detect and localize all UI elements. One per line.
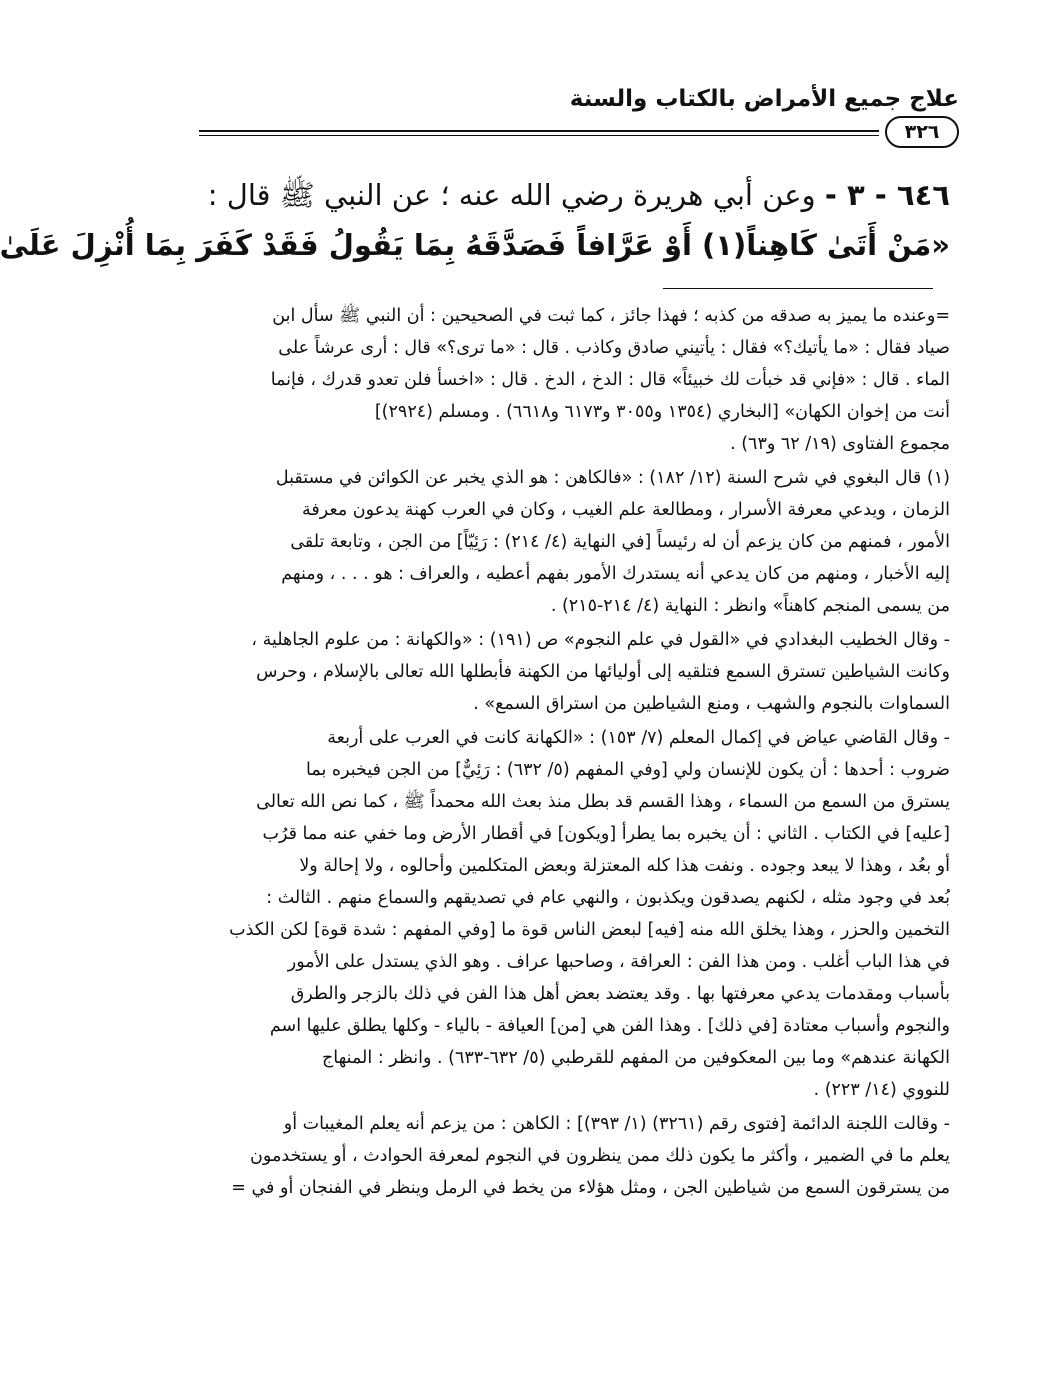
footnote-separator xyxy=(663,288,933,289)
hadith-number: ٦٤٦ - ٣ - xyxy=(824,178,950,212)
footnotes xyxy=(185,300,950,1206)
footnote-line: صياد فقال : «ما يأتيك؟» فقال : يأتيني صادق وكاذب . قال : «ما ترى؟» قال : أرى عرشاً على xyxy=(278,338,950,358)
footnote-line: بُعد في وجود مثله ، لكنهم يصدقون ويكذبون ، والنهي عام في تصديقهم والسماع منهم . الثالث : xyxy=(266,888,950,908)
running-title: علاج جميع الأمراض بالكتاب والسنة xyxy=(569,86,959,112)
page-number: ٣٢٦ xyxy=(885,116,959,148)
footnote-line: - وقالت اللجنة الدائمة [فتوى رقم (٣٢٦١) (١/ ٣٩٣)] : الكاهن : من يزعم أنه يعلم المغيبات أو xyxy=(283,1114,950,1134)
footnote-line: من يسترقون السمع من شياطين الجن ، ومثل هؤلاء من يخط في الرمل وينظر في الفنجان أو في = xyxy=(231,1178,950,1198)
footnote-line: إليه الأخبار ، ومنهم من كان يدعي أنه يستدرك الأمور بفهم أعطيه ، والعراف : هو . . . ، ومنهم xyxy=(281,564,950,584)
footnote-line: في هذا الباب أغلب . ومن هذا الفن : العرافة ، وصاحبها عراف . وهو الذي يستدل على الأمور xyxy=(287,952,950,972)
header-rule xyxy=(199,130,879,136)
footnote-line: السماوات بالنجوم والشهب ، ومنع الشياطين من استراق السمع» . xyxy=(473,694,950,714)
footnote-line: وكانت الشياطين تسترق السمع فتلقيه إلى أوليائها من الكهنة فأبطلها الله تعالى بالإسلام ، وحرس xyxy=(256,662,950,682)
footnote-line: بأسباب ومقدمات يدعي معرفتها بها . وقد يعتضد بعض أهل هذا الفن في ذلك بالزجر والطرق xyxy=(290,984,950,1004)
footnote-1 xyxy=(185,462,950,622)
footnote-continuation xyxy=(185,300,950,460)
footnote-line: =وعنده ما يميز به صدقه من كذبه ؛ فهذا جائز ، كما ثبت في الصحيحين : أن النبي ﷺ سأل ابن xyxy=(272,306,950,326)
footnote-line: [عليه] في الكتاب . الثاني : أن يخبره بما يطرأ [ويكون] في أقطار الأرض وما خفي عنه مما قرُب xyxy=(262,824,950,844)
footnote-line: الزمان ، ويدعي معرفة الأسرار ، ومطالعة علم الغيب ، وكان في العرب كهنة يدعون معرفة xyxy=(301,500,950,520)
footnote-line: التخمين والحزر ، وهذا يخلق الله منه [فيه] لبعض الناس قوة ما [وفي المفهم : شدة قوة] لكن الكذب xyxy=(229,920,950,940)
footnote-line: الأمور ، فمنهم من كان يزعم أن له رئيساً [في النهاية (٤/ ٢١٤) : رَئِيّاً] من الجن ، وتابعة تلقى xyxy=(290,532,950,552)
footnote-line: أو بعُد ، وهذا لا يبعد وجوده . ونفت هذا كله المعتزلة وبعض المتكلمين وأحالوه ، ولا إحالة ولا xyxy=(299,856,950,876)
footnote-line: يعلم ما في الضمير ، وأكثر ما يكون ذلك ممن ينظرون في النجوم لمعرفة الحوادث ، أو يستخدمون xyxy=(250,1146,950,1166)
footnote-line: مجموع الفتاوى (١٩/ ٦٢ و٦٣) . xyxy=(730,434,950,454)
hadith-intro: وعن أبي هريرة رضي الله عنه ؛ عن النبي ﷺ قال : xyxy=(207,178,816,212)
footnote-line: أنت من إخوان الكهان» [البخاري (١٣٥٤ و٣٠٥٥ و٦١٧٣ و٦٦١٨) . ومسلم (٢٩٢٤)] xyxy=(374,402,950,422)
footnote-line: الماء . قال : «فإني قد خبأت لك خبيئاً» قال : الدخ ، الدخ . قال : «اخسأ فلن تعدو قدرك ، فإنما xyxy=(270,370,950,390)
hadith-line-2: «مَنْ أَتَىٰ كَاهِناً(١) أَوْ عَرَّافاً فَصَدَّقَهُ بِمَا يَقُولُ فَقَدْ كَفَرَ بِمَا أُنْزِلَ عَلَىٰ xyxy=(0,228,950,262)
footnote-line: يسترق من السمع من السماء ، وهذا القسم قد بطل منذ بعث الله محمداً ﷺ ، كما نص الله تعالى xyxy=(256,792,950,812)
footnote-line: (١) قال البغوي في شرح السنة (١٢/ ١٨٢) : «فالكاهن : هو الذي يخبر عن الكوائن في مستقبل xyxy=(275,468,950,488)
footnote-line: من يسمى المنجم كاهناً» وانظر : النهاية (٤/ ٢١٤-٢١٥) . xyxy=(550,596,950,616)
footnote-line: الكهانة عندهم» وما بين المعكوفين من المفهم للقرطبي (٥/ ٦٣٢-٦٣٣) . وانظر : المنهاج xyxy=(321,1048,950,1068)
footnote-line: للنووي (١٤/ ٢٢٣) . xyxy=(813,1080,950,1100)
hadith-text xyxy=(0,170,950,270)
footnote-line: - وقال الخطيب البغدادي في «القول في علم النجوم» ص (١٩١) : «والكهانة : من علوم الجاهلية ، xyxy=(251,630,950,650)
footnote-khatib xyxy=(185,624,950,720)
footnote-line: ضروب : أحدها : أن يكون للإنسان ولي [وفي المفهم (٥/ ٦٣٢) : رَئِيٌّ] من الجن فيخبره بما xyxy=(306,760,950,780)
footnote-line: - وقال القاضي عياض في إكمال المعلم (٧/ ١٥٣) : «الكهانة كانت في العرب على أربعة xyxy=(327,728,950,748)
page-header xyxy=(199,86,959,152)
footnote-iyad xyxy=(185,722,950,1106)
footnote-line: والنجوم وأسباب معتادة [في ذلك] . وهذا الفن هي [من] العيافة - بالياء - وكلها يطلق عليها اسم xyxy=(269,1016,950,1036)
footnote-lajna xyxy=(185,1108,950,1204)
hadith-line-1 xyxy=(190,170,950,220)
